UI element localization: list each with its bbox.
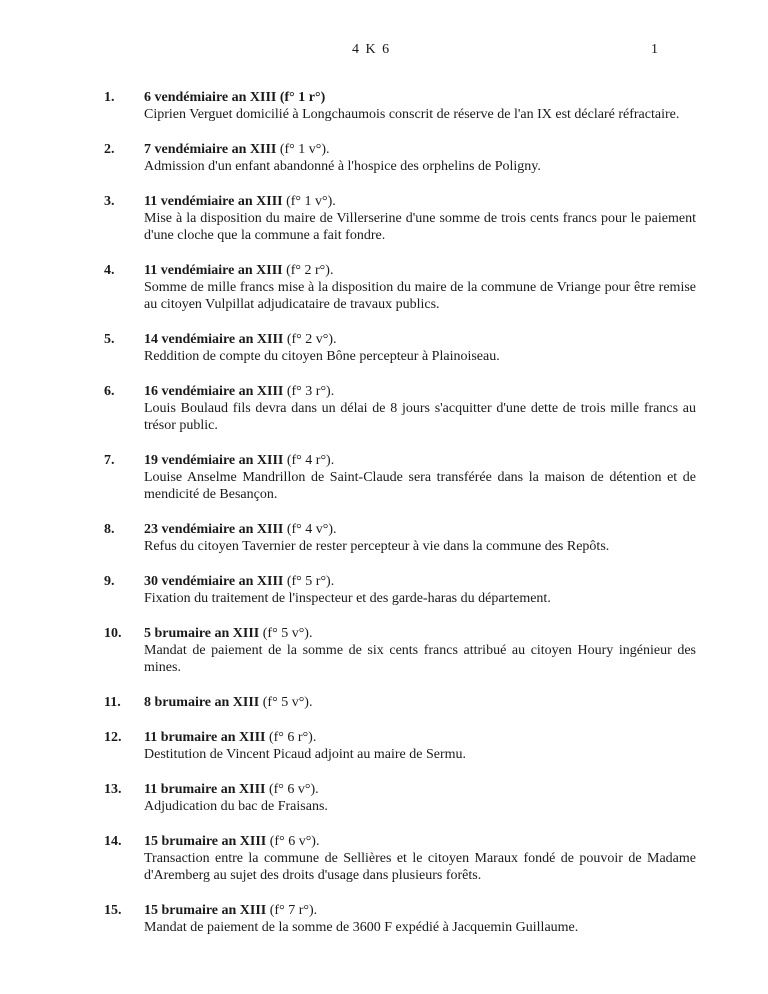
entry-folio: (f° 1 v°). <box>276 142 330 157</box>
entry-date: 5 brumaire an XIII <box>144 626 260 641</box>
entry-number: 14. <box>104 834 122 849</box>
entry-body <box>144 902 696 936</box>
entry-body <box>144 193 696 244</box>
entry-body <box>144 452 696 503</box>
entry-description: Mandat de paiement de la somme de six cents francs attribué au citoyen Houry ingénieur des mines. <box>144 643 696 675</box>
entry-body <box>144 521 696 555</box>
entry-folio: (f° 4 r°). <box>283 453 335 468</box>
entry-date: 6 vendémiaire an XIII <box>144 90 277 105</box>
entry-number: 9. <box>104 574 115 589</box>
list-item <box>0 729 768 763</box>
entry-date: 11 brumaire an XIII <box>144 730 266 745</box>
entry-number: 3. <box>104 194 115 209</box>
entry-description: Fixation du traitement de l'inspecteur et des garde-haras du département. <box>144 591 551 606</box>
entry-number: 1. <box>104 90 115 105</box>
entry-date: 23 vendémiaire an XIII <box>144 522 284 537</box>
entry-number: 6. <box>104 384 115 399</box>
entry-date: 19 vendémiaire an XIII <box>144 453 284 468</box>
entry-number: 4. <box>104 263 115 278</box>
list-item <box>0 262 768 313</box>
entry-body <box>144 625 696 676</box>
entry-description: Admission d'un enfant abandonné à l'hospice des orphelins de Poligny. <box>144 159 541 174</box>
entry-number: 13. <box>104 782 122 797</box>
entry-number: 2. <box>104 142 115 157</box>
entry-body <box>144 729 696 763</box>
list-item <box>0 452 768 503</box>
entry-folio: (f° 5 v°). <box>259 626 313 641</box>
list-item <box>0 694 768 711</box>
entry-folio: (f° 6 v°). <box>266 834 320 849</box>
list-item <box>0 521 768 555</box>
entry-folio: (f° 1 r°) <box>276 90 326 105</box>
entry-number: 5. <box>104 332 115 347</box>
list-item <box>0 141 768 175</box>
entry-date: 16 vendémiaire an XIII <box>144 384 284 399</box>
entry-body <box>144 262 696 313</box>
list-item <box>0 383 768 434</box>
entry-body <box>144 573 696 607</box>
entry-body <box>144 89 696 123</box>
entry-description: Reddition de compte du citoyen Bône percepteur à Plainoiseau. <box>144 349 500 364</box>
entry-description: Destitution de Vincent Picaud adjoint au maire de Sermu. <box>144 747 466 762</box>
entry-folio: (f° 4 v°). <box>283 522 337 537</box>
entry-date: 8 brumaire an XIII <box>144 695 260 710</box>
entry-description: Louis Boulaud fils devra dans un délai de 8 jours s'acquitter d'une dette de trois mille francs au trésor public. <box>144 401 696 433</box>
entry-description: Refus du citoyen Tavernier de rester percepteur à vie dans la commune des Repôts. <box>144 539 610 554</box>
list-item <box>0 89 768 123</box>
entry-date: 11 vendémiaire an XIII <box>144 263 283 278</box>
list-item <box>0 902 768 936</box>
list-item <box>0 833 768 884</box>
entry-number: 12. <box>104 730 122 745</box>
entry-folio: (f° 1 v°). <box>282 194 336 209</box>
entry-date: 11 brumaire an XIII <box>144 782 266 797</box>
entry-description: Ciprien Verguet domicilié à Longchaumois conscrit de réserve de l'an IX est déclaré réfractaire. <box>144 107 680 122</box>
archive-reference: 4 K 6 <box>352 42 391 57</box>
entry-body <box>144 833 696 884</box>
entry-number: 8. <box>104 522 115 537</box>
page-number: 1 <box>651 42 658 57</box>
list-item <box>0 331 768 365</box>
entry-number: 7. <box>104 453 115 468</box>
entry-description: Louise Anselme Mandrillon de Saint-Claude sera transférée dans la maison de détention et de mendicité de Besançon. <box>144 470 696 502</box>
entry-folio: (f° 5 r°). <box>283 574 335 589</box>
entry-description: Mandat de paiement de la somme de 3600 F expédié à Jacquemin Guillaume. <box>144 920 579 935</box>
entry-description: Somme de mille francs mise à la disposition du maire de la commune de Vriange pour être remise au citoyen Vulpillat adjudicataire de travaux publics. <box>144 280 696 312</box>
entry-number: 15. <box>104 903 122 918</box>
entry-body <box>144 141 696 175</box>
entry-date: 14 vendémiaire an XIII <box>144 332 284 347</box>
entry-date: 15 brumaire an XIII <box>144 834 267 849</box>
entry-folio: (f° 6 r°). <box>265 730 317 745</box>
entry-folio: (f° 2 v°). <box>283 332 337 347</box>
entry-date: 15 brumaire an XIII <box>144 903 267 918</box>
entry-folio: (f° 6 v°). <box>265 782 319 797</box>
entry-description: Transaction entre la commune de Sellières et le citoyen Maraux fondé de pouvoir de Madame d'Aremberg au sujet des droits d'usage dans plusieurs forêts. <box>144 851 696 883</box>
entry-folio: (f° 5 v°). <box>259 695 313 710</box>
entry-number: 10. <box>104 626 122 641</box>
entry-date: 7 vendémiaire an XIII <box>144 142 277 157</box>
list-item <box>0 573 768 607</box>
entry-body <box>144 694 696 711</box>
entry-date: 11 vendémiaire an XIII <box>144 194 283 209</box>
entry-folio: (f° 7 r°). <box>266 903 318 918</box>
entry-folio: (f° 2 r°). <box>282 263 334 278</box>
entry-body <box>144 383 696 434</box>
entry-description: Adjudication du bac de Fraisans. <box>144 799 328 814</box>
list-item <box>0 781 768 815</box>
entry-date: 30 vendémiaire an XIII <box>144 574 284 589</box>
page-header <box>0 41 768 61</box>
entry-number: 11. <box>104 695 121 710</box>
entry-list <box>0 89 768 954</box>
list-item <box>0 625 768 676</box>
list-item <box>0 193 768 244</box>
entry-folio: (f° 3 r°). <box>283 384 335 399</box>
entry-body <box>144 331 696 365</box>
entry-description: Mise à la disposition du maire de Villerserine d'une somme de trois cents francs pour le paiement d'une cloche que la commune a fait fondre. <box>144 211 696 243</box>
entry-body <box>144 781 696 815</box>
